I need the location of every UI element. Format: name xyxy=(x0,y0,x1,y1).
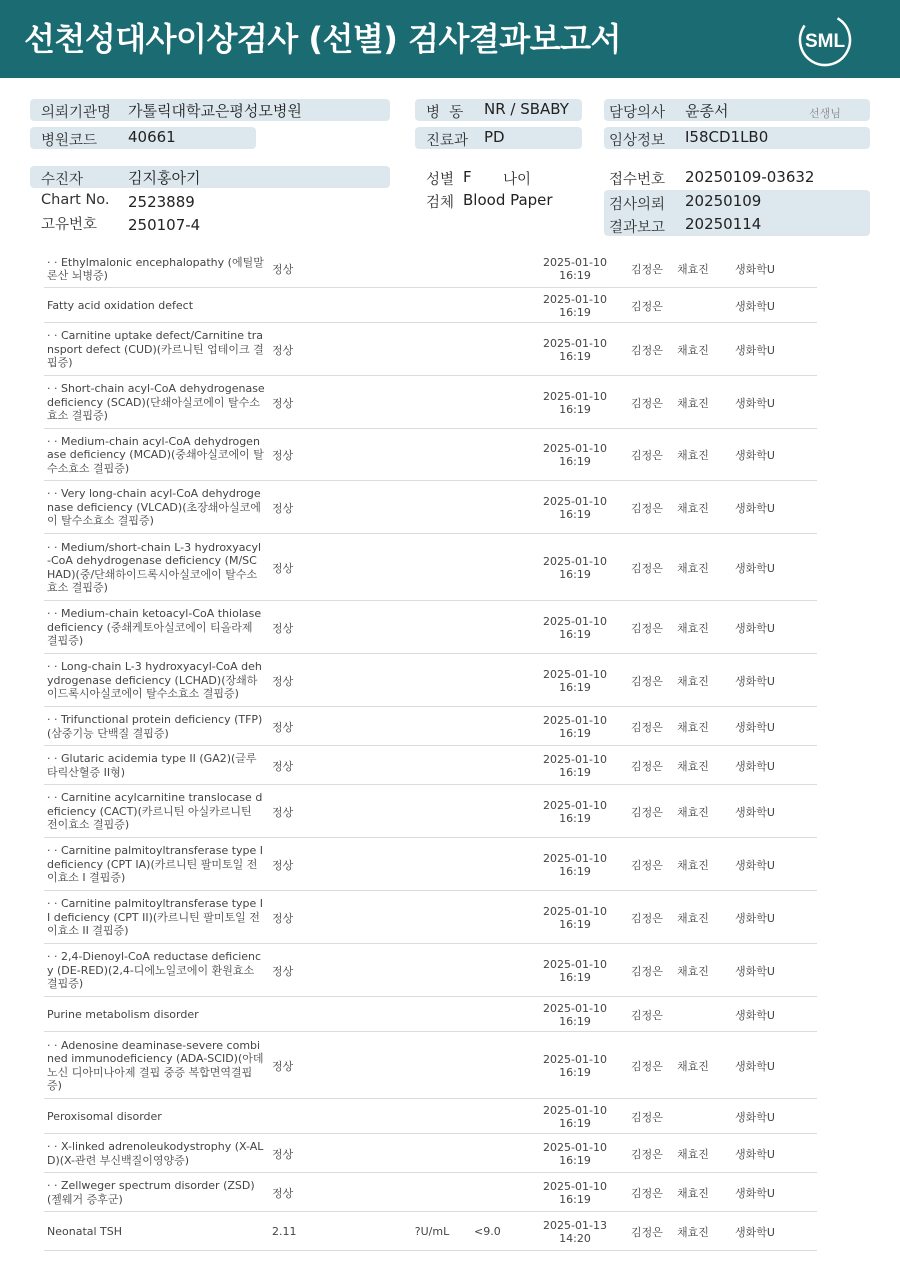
result-date xyxy=(542,390,608,416)
result-date-day: 2025-01-10 xyxy=(543,851,607,865)
svg-text:SML: SML xyxy=(804,31,846,52)
tester-name: 김정은 xyxy=(631,1008,663,1022)
reviewer-name: 채효진 xyxy=(677,720,709,734)
result-value: 정상 xyxy=(272,621,294,635)
doctor-suffix: 선생님 xyxy=(809,107,841,120)
tester-name: 김정은 xyxy=(631,720,663,734)
result-value: 정상 xyxy=(272,759,294,773)
reviewer-name: 채효진 xyxy=(677,1059,709,1073)
table-row xyxy=(44,288,817,323)
result-date xyxy=(542,615,608,641)
tester-name: 김정은 xyxy=(631,1225,663,1239)
result-date xyxy=(542,1002,608,1028)
clinical-label: 임상정보 xyxy=(609,133,666,149)
test-name: · · Carnitine acylcarnitine translocase deficiency (CACT)(카르니틴 아실카르니틴 전이효소 결핍증) xyxy=(47,791,263,831)
result-date-day: 2025-01-10 xyxy=(543,494,607,508)
chart-label: Chart No. xyxy=(41,192,110,208)
department-name: 생화학U xyxy=(735,858,775,872)
specimen-label: 검체 xyxy=(426,195,455,211)
result-date-day: 2025-01-10 xyxy=(543,904,607,918)
result-date xyxy=(542,852,608,878)
results-table xyxy=(44,250,817,1251)
department-name: 생화학U xyxy=(735,1110,775,1124)
result-date xyxy=(542,495,608,521)
department-name: 생화학U xyxy=(735,759,775,773)
tester-name: 김정은 xyxy=(631,449,663,462)
result-date xyxy=(542,753,608,779)
result-date xyxy=(542,442,608,468)
tester-name: 김정은 xyxy=(631,1147,663,1161)
result-date xyxy=(542,1141,608,1167)
result-date xyxy=(542,1053,608,1079)
reviewer-name: 채효진 xyxy=(677,561,709,575)
result-date xyxy=(542,293,608,319)
tester-name: 김정은 xyxy=(631,674,663,688)
tester-name: 김정은 xyxy=(631,805,663,819)
table-row xyxy=(44,1134,817,1173)
patient-box xyxy=(30,166,390,188)
doctor-value: 윤종서 xyxy=(685,102,729,120)
result-value: 정상 xyxy=(272,263,294,276)
table-row xyxy=(44,654,817,707)
chart-value: 2523889 xyxy=(128,193,195,211)
test-name: · · Carnitine palmitoyltransferase type I deficiency (CPT IA)(카르니틴 팔미토일 전이효소 I 결핍증) xyxy=(47,844,264,884)
reviewer-name: 채효진 xyxy=(677,396,709,410)
department-name: 생화학U xyxy=(735,964,775,978)
result-date-time: 16:19 xyxy=(559,402,591,416)
sml-logo-icon xyxy=(797,12,853,68)
reviewer-name: 채효진 xyxy=(677,621,709,635)
request-label: 검사의뢰 xyxy=(609,197,666,213)
result-date-time: 16:19 xyxy=(559,1192,591,1206)
result-value: 정상 xyxy=(272,720,294,734)
result-date xyxy=(542,1180,608,1206)
result-date-time: 16:19 xyxy=(559,305,591,319)
result-value: 정상 xyxy=(272,561,294,575)
table-row xyxy=(44,534,817,601)
tester-name: 김정은 xyxy=(631,964,663,978)
result-date-day: 2025-01-10 xyxy=(543,1001,607,1015)
result-value: 2.11 xyxy=(272,1225,297,1238)
result-date-time: 16:19 xyxy=(559,269,591,282)
dept-value: PD xyxy=(484,128,505,146)
reviewer-name: 채효진 xyxy=(677,964,709,978)
result-value: 정상 xyxy=(272,964,294,978)
table-row xyxy=(44,1099,817,1134)
department-name: 생화학U xyxy=(735,449,775,462)
result-date-day: 2025-01-10 xyxy=(543,256,607,269)
result-date-day: 2025-01-10 xyxy=(543,957,607,971)
result-date-day: 2025-01-10 xyxy=(543,713,607,727)
department-name: 생화학U xyxy=(735,805,775,819)
request-value: 20250109 xyxy=(685,192,762,210)
reviewer-name: 채효진 xyxy=(677,449,709,462)
test-name: · · Medium-chain ketoacyl-CoA thiolase deficiency (중쇄케토아실코에이 티올라제 결핍증) xyxy=(47,607,262,647)
result-value: 정상 xyxy=(272,449,294,462)
patient-label: 수진자 xyxy=(41,172,84,188)
department-name: 생화학U xyxy=(735,720,775,734)
result-date xyxy=(542,337,608,363)
department-name: 생화학U xyxy=(735,561,775,575)
result-date-day: 2025-01-10 xyxy=(543,1140,607,1154)
code-label: 병원코드 xyxy=(41,133,98,149)
test-name: · · Trifunctional protein deficiency (TFP)(삼중기능 단백질 결핍증) xyxy=(47,713,263,740)
result-date-day: 2025-01-10 xyxy=(543,389,607,403)
tester-name: 김정은 xyxy=(631,858,663,872)
table-row xyxy=(44,1212,817,1251)
result-date-time: 16:19 xyxy=(559,1014,591,1028)
table-row xyxy=(44,481,817,534)
result-date-time: 16:19 xyxy=(559,455,591,468)
unique-label: 고유번호 xyxy=(41,217,98,233)
department-name: 생화학U xyxy=(735,674,775,688)
test-name: · · Glutaric acidemia type II (GA2)(글루타릭산혈증 II형) xyxy=(47,752,257,779)
table-row xyxy=(44,746,817,785)
tester-name: 김정은 xyxy=(631,1059,663,1073)
result-date xyxy=(542,555,608,581)
test-name: · · Medium/short-chain L-3 hydroxyacyl-CoA dehydrogenase deficiency (M/SCHAD)(중/단쇄하이드록시아실코에이 탈수소효소 결핍증) xyxy=(47,540,262,594)
result-date xyxy=(542,958,608,984)
table-row xyxy=(44,376,817,429)
tester-name: 김정은 xyxy=(631,501,663,515)
tester-name: 김정은 xyxy=(631,299,663,313)
result-date-time: 16:19 xyxy=(559,917,591,931)
tester-name: 김정은 xyxy=(631,343,663,357)
sex-label: 성별 xyxy=(426,172,455,188)
report-header xyxy=(0,0,900,78)
result-date-time: 16:19 xyxy=(559,627,591,641)
tester-name: 김정은 xyxy=(631,621,663,635)
reviewer-name: 채효진 xyxy=(677,501,709,515)
result-value: 정상 xyxy=(272,396,294,410)
result-date-time: 16:19 xyxy=(559,970,591,984)
reviewer-name: 채효진 xyxy=(677,858,709,872)
department-name: 생화학U xyxy=(735,621,775,635)
result-date-day: 2025-01-13 xyxy=(543,1218,607,1232)
result-date-day: 2025-01-10 xyxy=(543,442,607,455)
tester-name: 김정은 xyxy=(631,911,663,925)
tester-name: 김정은 xyxy=(631,1186,663,1200)
result-date-time: 16:19 xyxy=(559,1065,591,1079)
test-name: Peroxisomal disorder xyxy=(47,1109,162,1123)
table-row xyxy=(44,601,817,654)
department-name: 생화학U xyxy=(735,263,775,276)
ward-value: NR / SBABY xyxy=(484,100,569,118)
table-row xyxy=(44,1173,817,1212)
department-name: 생화학U xyxy=(735,1186,775,1200)
test-name: · · Long-chain L-3 hydroxyacyl-CoA dehydrogenase deficiency (LCHAD)(장쇄하이드록시아실코에이 탈수소효소 결핍증) xyxy=(47,660,262,700)
result-date xyxy=(542,1219,608,1245)
result-date-day: 2025-01-10 xyxy=(543,752,607,766)
test-name: · · Short-chain acyl-CoA dehydrogenase deficiency (SCAD)(단쇄아실코에이 탈수소효소 결핍증) xyxy=(47,382,265,422)
result-date-day: 2025-01-10 xyxy=(543,554,607,568)
result-date-time: 16:19 xyxy=(559,864,591,878)
result-date-time: 16:19 xyxy=(559,680,591,694)
table-row xyxy=(44,323,817,376)
result-date-day: 2025-01-10 xyxy=(543,336,607,350)
table-row xyxy=(44,838,817,891)
result-date xyxy=(542,905,608,931)
tester-name: 김정은 xyxy=(631,263,663,276)
department-name: 생화학U xyxy=(735,1059,775,1073)
reviewer-name: 채효진 xyxy=(677,1147,709,1161)
result-value: 정상 xyxy=(272,805,294,819)
reviewer-name: 채효진 xyxy=(677,263,709,276)
table-row xyxy=(44,250,817,288)
result-date-day: 2025-01-10 xyxy=(543,1179,607,1193)
department-name: 생화학U xyxy=(735,396,775,410)
result-date xyxy=(542,668,608,694)
table-row xyxy=(44,997,817,1032)
result-value: 정상 xyxy=(272,858,294,872)
result-date-day: 2025-01-10 xyxy=(543,667,607,681)
reviewer-name: 채효진 xyxy=(677,911,709,925)
result-date-time: 16:19 xyxy=(559,811,591,825)
table-row xyxy=(44,429,817,481)
hospital-value: 가톨릭대학교은평성모병원 xyxy=(128,102,302,120)
reference-range: <9.0 xyxy=(474,1225,501,1238)
department-name: 생화학U xyxy=(735,501,775,515)
table-row xyxy=(44,785,817,838)
page-title: 선천성대사이상검사 (선별) 검사결과보고서 xyxy=(24,20,621,58)
result-value: 정상 xyxy=(272,343,294,357)
reviewer-name: 채효진 xyxy=(677,343,709,357)
result-date-time: 16:19 xyxy=(559,349,591,363)
result-date xyxy=(542,799,608,825)
code-value: 40661 xyxy=(128,128,176,146)
test-name: Fatty acid oxidation defect xyxy=(47,298,194,312)
reviewer-name: 채효진 xyxy=(677,759,709,773)
table-row xyxy=(44,944,817,997)
unit-value: ?U/mL xyxy=(414,1225,450,1238)
test-name: · · Ethylmalonic encephalopathy (에틸말론산 뇌병증) xyxy=(47,255,264,282)
result-date xyxy=(542,256,608,282)
result-value: 정상 xyxy=(272,1147,294,1161)
reviewer-name: 채효진 xyxy=(677,1186,709,1200)
reviewer-name: 채효진 xyxy=(677,805,709,819)
department-name: 생화학U xyxy=(735,911,775,925)
report-value: 20250114 xyxy=(685,215,762,233)
table-row xyxy=(44,891,817,944)
test-name: · · Medium-chain acyl-CoA dehydrogenase deficiency (MCAD)(중쇄아실코에이 탈수소효소 결핍증) xyxy=(47,434,264,475)
result-value: 정상 xyxy=(272,1059,294,1073)
result-value: 정상 xyxy=(272,501,294,515)
test-name: Purine metabolism disorder xyxy=(47,1007,199,1021)
department-name: 생화학U xyxy=(735,1008,775,1022)
department-name: 생화학U xyxy=(735,1147,775,1161)
result-date-time: 16:19 xyxy=(559,765,591,779)
result-value: 정상 xyxy=(272,674,294,688)
specimen-value: Blood Paper xyxy=(463,191,553,209)
age-label: 나이 xyxy=(503,172,532,188)
result-date-time: 16:19 xyxy=(559,1116,591,1130)
tester-name: 김정은 xyxy=(631,1110,663,1124)
table-row xyxy=(44,707,817,746)
result-date-day: 2025-01-10 xyxy=(543,798,607,812)
department-name: 생화학U xyxy=(735,1225,775,1239)
doctor-label: 담당의사 xyxy=(609,105,666,121)
test-name: · · Very long-chain acyl-CoA dehydrogenase deficiency (VLCAD)(초장쇄아실코에이 탈수소효소 결핍증) xyxy=(47,487,261,527)
result-value: 정상 xyxy=(272,911,294,925)
reviewer-name: 채효진 xyxy=(677,674,709,688)
tester-name: 김정은 xyxy=(631,396,663,410)
test-name: · · Carnitine uptake defect/Carnitine transport defect (CUD)(카르니틴 업테이크 결핍증) xyxy=(47,329,264,369)
department-name: 생화학U xyxy=(735,299,775,313)
patient-value: 김지홍아기 xyxy=(128,169,201,187)
test-name: · · 2,4-Dienoyl-CoA reductase deficiency (DE-RED)(2,4-디에노일코에이 환원효소 결핍증) xyxy=(47,950,262,990)
result-date-time: 16:19 xyxy=(559,1153,591,1167)
test-name: · · Carnitine palmitoyltransferase type II deficiency (CPT II)(카르니틴 팔미토일 전이효소 II 결핍증) xyxy=(47,897,264,937)
result-date-day: 2025-01-10 xyxy=(543,614,607,628)
test-name: · · Zellweger spectrum disorder (ZSD)(젤웨거 증후군) xyxy=(47,1179,255,1206)
reviewer-name: 채효진 xyxy=(677,1225,709,1239)
unique-value: 250107-4 xyxy=(128,216,201,234)
result-date-day: 2025-01-10 xyxy=(543,1052,607,1066)
table-row xyxy=(44,1032,817,1099)
tester-name: 김정은 xyxy=(631,759,663,773)
department-name: 생화학U xyxy=(735,343,775,357)
hospital-label: 의뢰기관명 xyxy=(41,105,112,121)
result-date-time: 16:19 xyxy=(559,507,591,521)
receipt-value: 20250109-03632 xyxy=(685,168,815,186)
result-value: 정상 xyxy=(272,1186,294,1200)
result-date-time: 16:19 xyxy=(559,567,591,581)
result-date xyxy=(542,1104,608,1130)
result-date-time: 16:19 xyxy=(559,726,591,740)
ward-label: 병 동 xyxy=(426,105,464,121)
test-name: · · X-linked adrenoleukodystrophy (X-ALD)(X-관련 부신백질이영양증) xyxy=(47,1140,264,1167)
result-date-time: 14:20 xyxy=(559,1231,591,1245)
tester-name: 김정은 xyxy=(631,561,663,575)
report-label: 결과보고 xyxy=(609,220,666,236)
sex-value: F xyxy=(463,168,472,186)
test-name: Neonatal TSH xyxy=(47,1224,123,1238)
result-date xyxy=(542,714,608,740)
dept-label: 진료과 xyxy=(426,133,469,149)
receipt-label: 접수번호 xyxy=(609,172,666,188)
result-date-day: 2025-01-10 xyxy=(543,1103,607,1117)
result-date-day: 2025-01-10 xyxy=(543,292,607,306)
clinical-value: I58CD1LB0 xyxy=(685,128,769,146)
test-name: · · Adenosine deaminase-severe combined immunodeficiency (ADA-SCID)(아데노신 디아미나아제 결핍 중증 복합면역결핍증) xyxy=(47,1038,264,1092)
